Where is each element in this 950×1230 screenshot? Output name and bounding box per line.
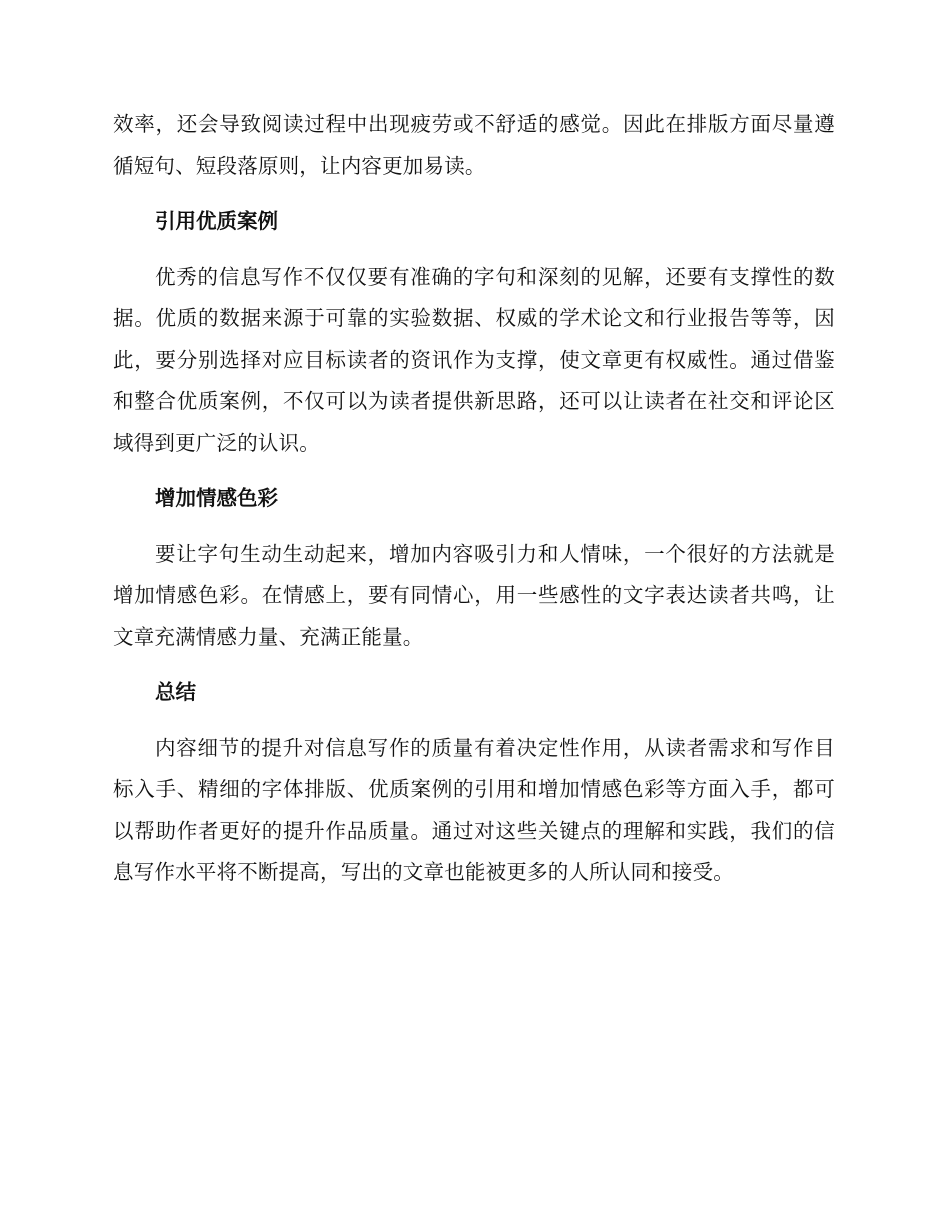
section-body-emotion: 要让字句生动生动起来，增加内容吸引力和人情味，一个很好的方法就是增加情感色彩。在情感上，要有同情心，用一些感性的文字表达读者共鸣，让文章充满情感力量、充满正能量。	[113, 541, 835, 649]
section-heading-cite-cases: 引用优质案例	[155, 209, 278, 233]
section-body-cite-cases: 优秀的信息写作不仅仅要有准确的字句和深刻的见解，还要有支撑性的数据。优质的数据来源于可靠的实验数据、权威的学术论文和行业报告等等，因此，要分别选择对应目标读者的资讯作为支撑，使文章更有权威性。通过借鉴和整合优质案例，不仅可以为读者提供新思路，还可以让读者在社交和评论区域得到更广泛的认识。	[113, 264, 835, 455]
section-body-summary: 内容细节的提升对信息写作的质量有着决定性作用，从读者需求和写作目标入手、精细的字体排版、优质案例的引用和增加情感色彩等方面入手，都可以帮助作者更好的提升作品质量。通过对这些关键点的理解和实践，我们的信息写作水平将不断提高，写出的文章也能被更多的人所认同和接受。	[113, 735, 835, 884]
intro-paragraph: 效率，还会导致阅读过程中出现疲劳或不舒适的感觉。因此在排版方面尽量遵循短句、短段落原则，让内容更加易读。	[113, 112, 835, 178]
section-heading-emotion: 增加情感色彩	[155, 486, 278, 510]
document-page	[113, 104, 835, 894]
section-heading-summary: 总结	[155, 680, 196, 704]
